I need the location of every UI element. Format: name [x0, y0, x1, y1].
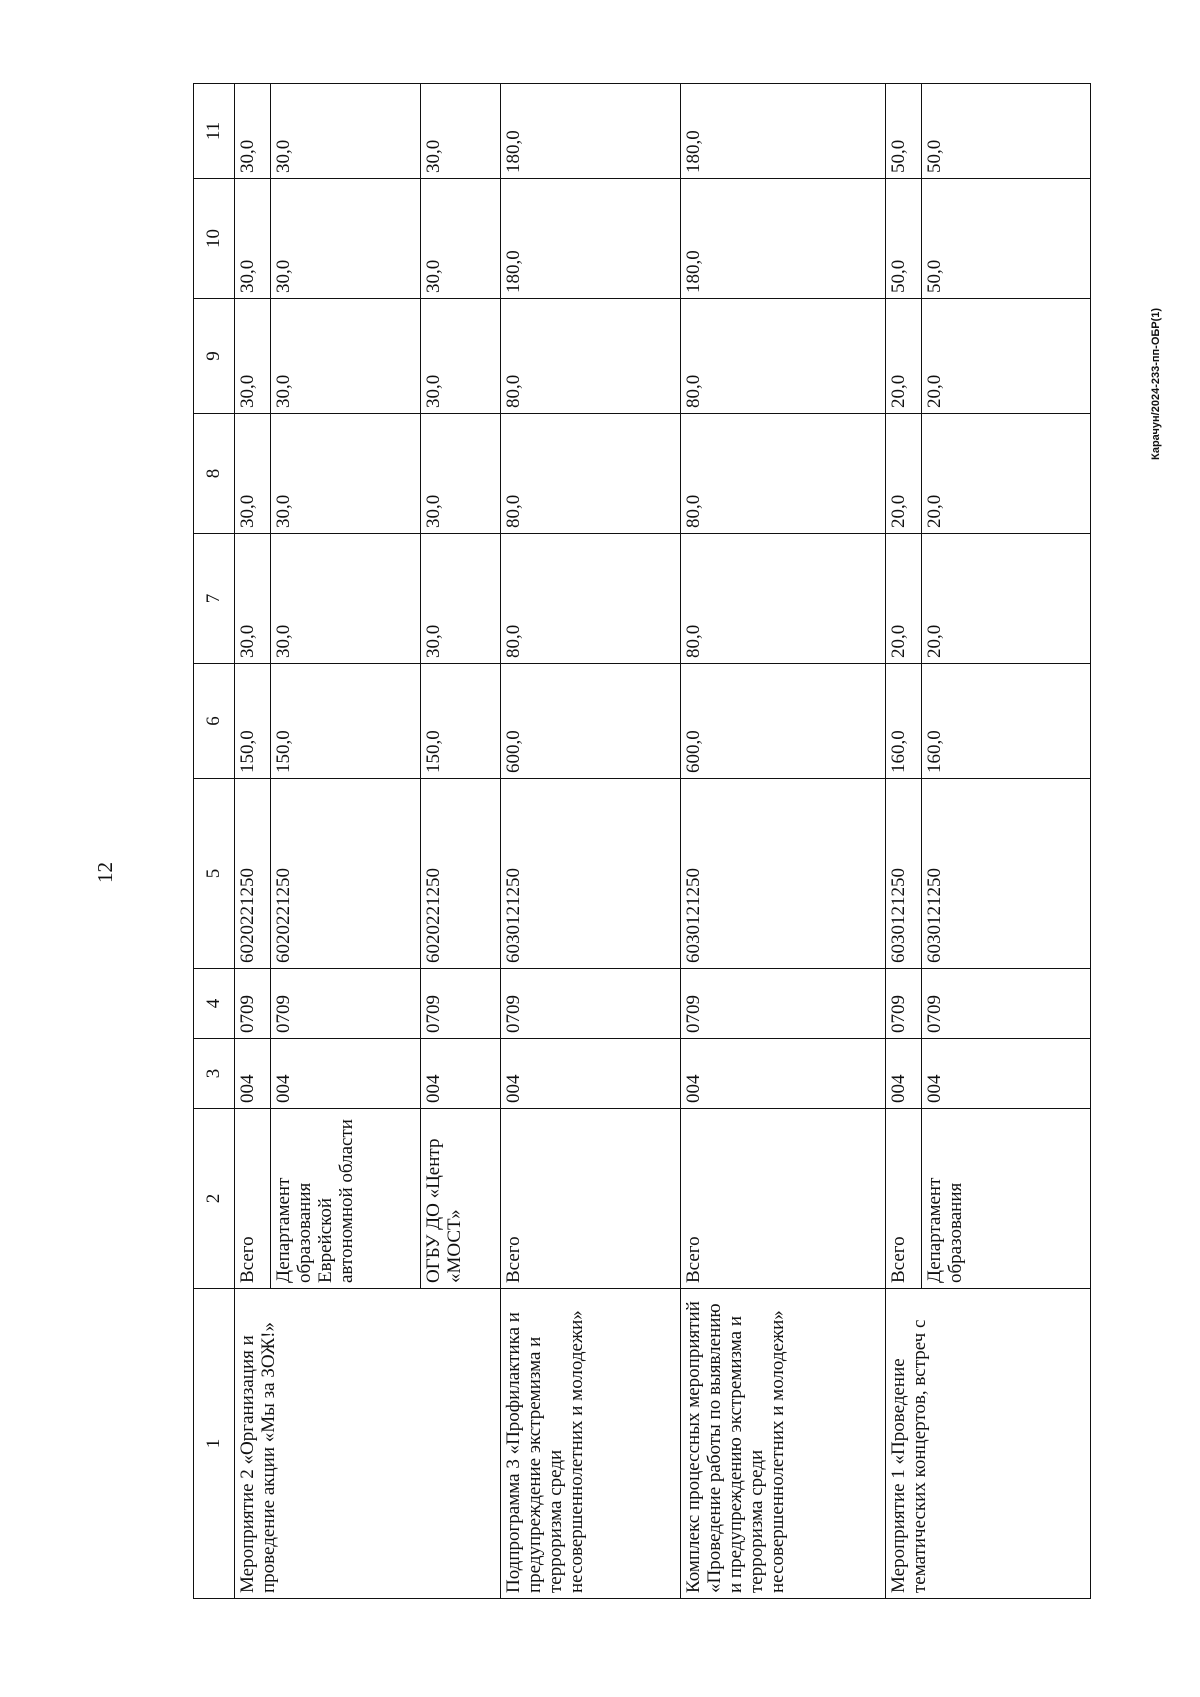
value-cell: 004 — [886, 1039, 922, 1109]
value-cell: 20,0 — [922, 414, 1091, 534]
value-cell: 6020221250 — [271, 779, 421, 969]
value-cell: 0709 — [501, 969, 681, 1039]
value-cell: 30,0 — [421, 414, 501, 534]
header-cell: 5 — [194, 779, 235, 969]
value-cell: 6030121250 — [922, 779, 1091, 969]
value-cell: 80,0 — [681, 534, 886, 664]
header-cell: 8 — [194, 414, 235, 534]
value-cell: 80,0 — [501, 414, 681, 534]
value-cell: 004 — [235, 1039, 271, 1109]
value-cell: 30,0 — [235, 299, 271, 414]
executor-cell: ОГБУ ДО «Центр «МОСТ» — [421, 1109, 501, 1289]
value-cell: 30,0 — [271, 299, 421, 414]
table-row — [886, 84, 922, 1599]
value-cell: 600,0 — [501, 664, 681, 779]
value-cell: 20,0 — [886, 414, 922, 534]
value-cell: 600,0 — [681, 664, 886, 779]
row-title-cell: Подпрограмма 3 «Профилактика и предупреждение экстремизма и терроризма среди несовершеннолетних и молодежи» — [501, 1289, 681, 1599]
value-cell: 004 — [271, 1039, 421, 1109]
value-cell: 150,0 — [235, 664, 271, 779]
header-cell: 10 — [194, 179, 235, 299]
value-cell: 30,0 — [421, 179, 501, 299]
value-cell: 30,0 — [421, 84, 501, 179]
value-cell: 30,0 — [271, 414, 421, 534]
budget-table-rotated — [193, 84, 1091, 1599]
executor-cell: Департамент образования — [922, 1109, 1091, 1289]
value-cell: 30,0 — [421, 534, 501, 664]
value-cell: 20,0 — [922, 299, 1091, 414]
value-cell: 6030121250 — [886, 779, 922, 969]
executor-cell: Всего — [681, 1109, 886, 1289]
value-cell: 150,0 — [271, 664, 421, 779]
header-cell: 4 — [194, 969, 235, 1039]
value-cell: 50,0 — [922, 179, 1091, 299]
value-cell: 30,0 — [235, 179, 271, 299]
value-cell: 20,0 — [886, 534, 922, 664]
value-cell: 160,0 — [922, 664, 1091, 779]
value-cell: 150,0 — [421, 664, 501, 779]
value-cell: 20,0 — [922, 534, 1091, 664]
value-cell: 30,0 — [235, 84, 271, 179]
header-cell: 9 — [194, 299, 235, 414]
value-cell: 004 — [421, 1039, 501, 1109]
value-cell: 80,0 — [501, 534, 681, 664]
value-cell: 180,0 — [501, 179, 681, 299]
value-cell: 80,0 — [501, 299, 681, 414]
table-row — [681, 84, 886, 1599]
value-cell: 6030121250 — [501, 779, 681, 969]
value-cell: 80,0 — [681, 299, 886, 414]
value-cell: 0709 — [681, 969, 886, 1039]
header-cell: 2 — [194, 1109, 235, 1289]
value-cell: 004 — [922, 1039, 1091, 1109]
value-cell: 6030121250 — [681, 779, 886, 969]
executor-cell: Всего — [235, 1109, 271, 1289]
value-cell: 50,0 — [886, 179, 922, 299]
table-row — [501, 84, 681, 1599]
row-title-cell: Комплекс процессных мероприятий «Проведение работы по выявлению и предупреждению экстремизма и терроризма среди несовершеннолетних и молодежи» — [681, 1289, 886, 1599]
value-cell: 30,0 — [271, 179, 421, 299]
table-row — [235, 84, 271, 1599]
header-cell: 11 — [194, 84, 235, 179]
executor-cell: Департамент образования Еврейской автономной области — [271, 1109, 421, 1289]
value-cell: 004 — [681, 1039, 886, 1109]
budget-table — [193, 83, 1091, 1599]
executor-cell: Всего — [886, 1109, 922, 1289]
value-cell: 180,0 — [681, 179, 886, 299]
value-cell: 50,0 — [922, 84, 1091, 179]
value-cell: 0709 — [922, 969, 1091, 1039]
header-cell: 6 — [194, 664, 235, 779]
value-cell: 0709 — [886, 969, 922, 1039]
header-cell: 7 — [194, 534, 235, 664]
executor-cell: Всего — [501, 1109, 681, 1289]
value-cell: 30,0 — [235, 414, 271, 534]
value-cell: 30,0 — [421, 299, 501, 414]
value-cell: 0709 — [421, 969, 501, 1039]
value-cell: 004 — [501, 1039, 681, 1109]
value-cell: 6020221250 — [421, 779, 501, 969]
value-cell: 0709 — [271, 969, 421, 1039]
value-cell: 20,0 — [886, 299, 922, 414]
value-cell: 30,0 — [271, 534, 421, 664]
value-cell: 80,0 — [681, 414, 886, 534]
value-cell: 180,0 — [681, 84, 886, 179]
row-title-cell: Мероприятие 1 «Проведение тематических концертов, встреч с — [886, 1289, 1091, 1599]
header-cell: 3 — [194, 1039, 235, 1109]
value-cell: 30,0 — [271, 84, 421, 179]
row-title-cell: Мероприятие 2 «Организация и проведение акции «Мы за ЗОЖ!» — [235, 1289, 501, 1599]
header-cell: 1 — [194, 1289, 235, 1599]
page-number: 12 — [93, 862, 117, 883]
value-cell: 6020221250 — [235, 779, 271, 969]
value-cell: 50,0 — [886, 84, 922, 179]
value-cell: 30,0 — [235, 534, 271, 664]
document-registration-mark: Карачун/2024-233-пп-ОБР(1) — [1150, 307, 1162, 460]
value-cell: 160,0 — [886, 664, 922, 779]
value-cell: 180,0 — [501, 84, 681, 179]
value-cell: 0709 — [235, 969, 271, 1039]
header-row — [194, 84, 235, 1599]
